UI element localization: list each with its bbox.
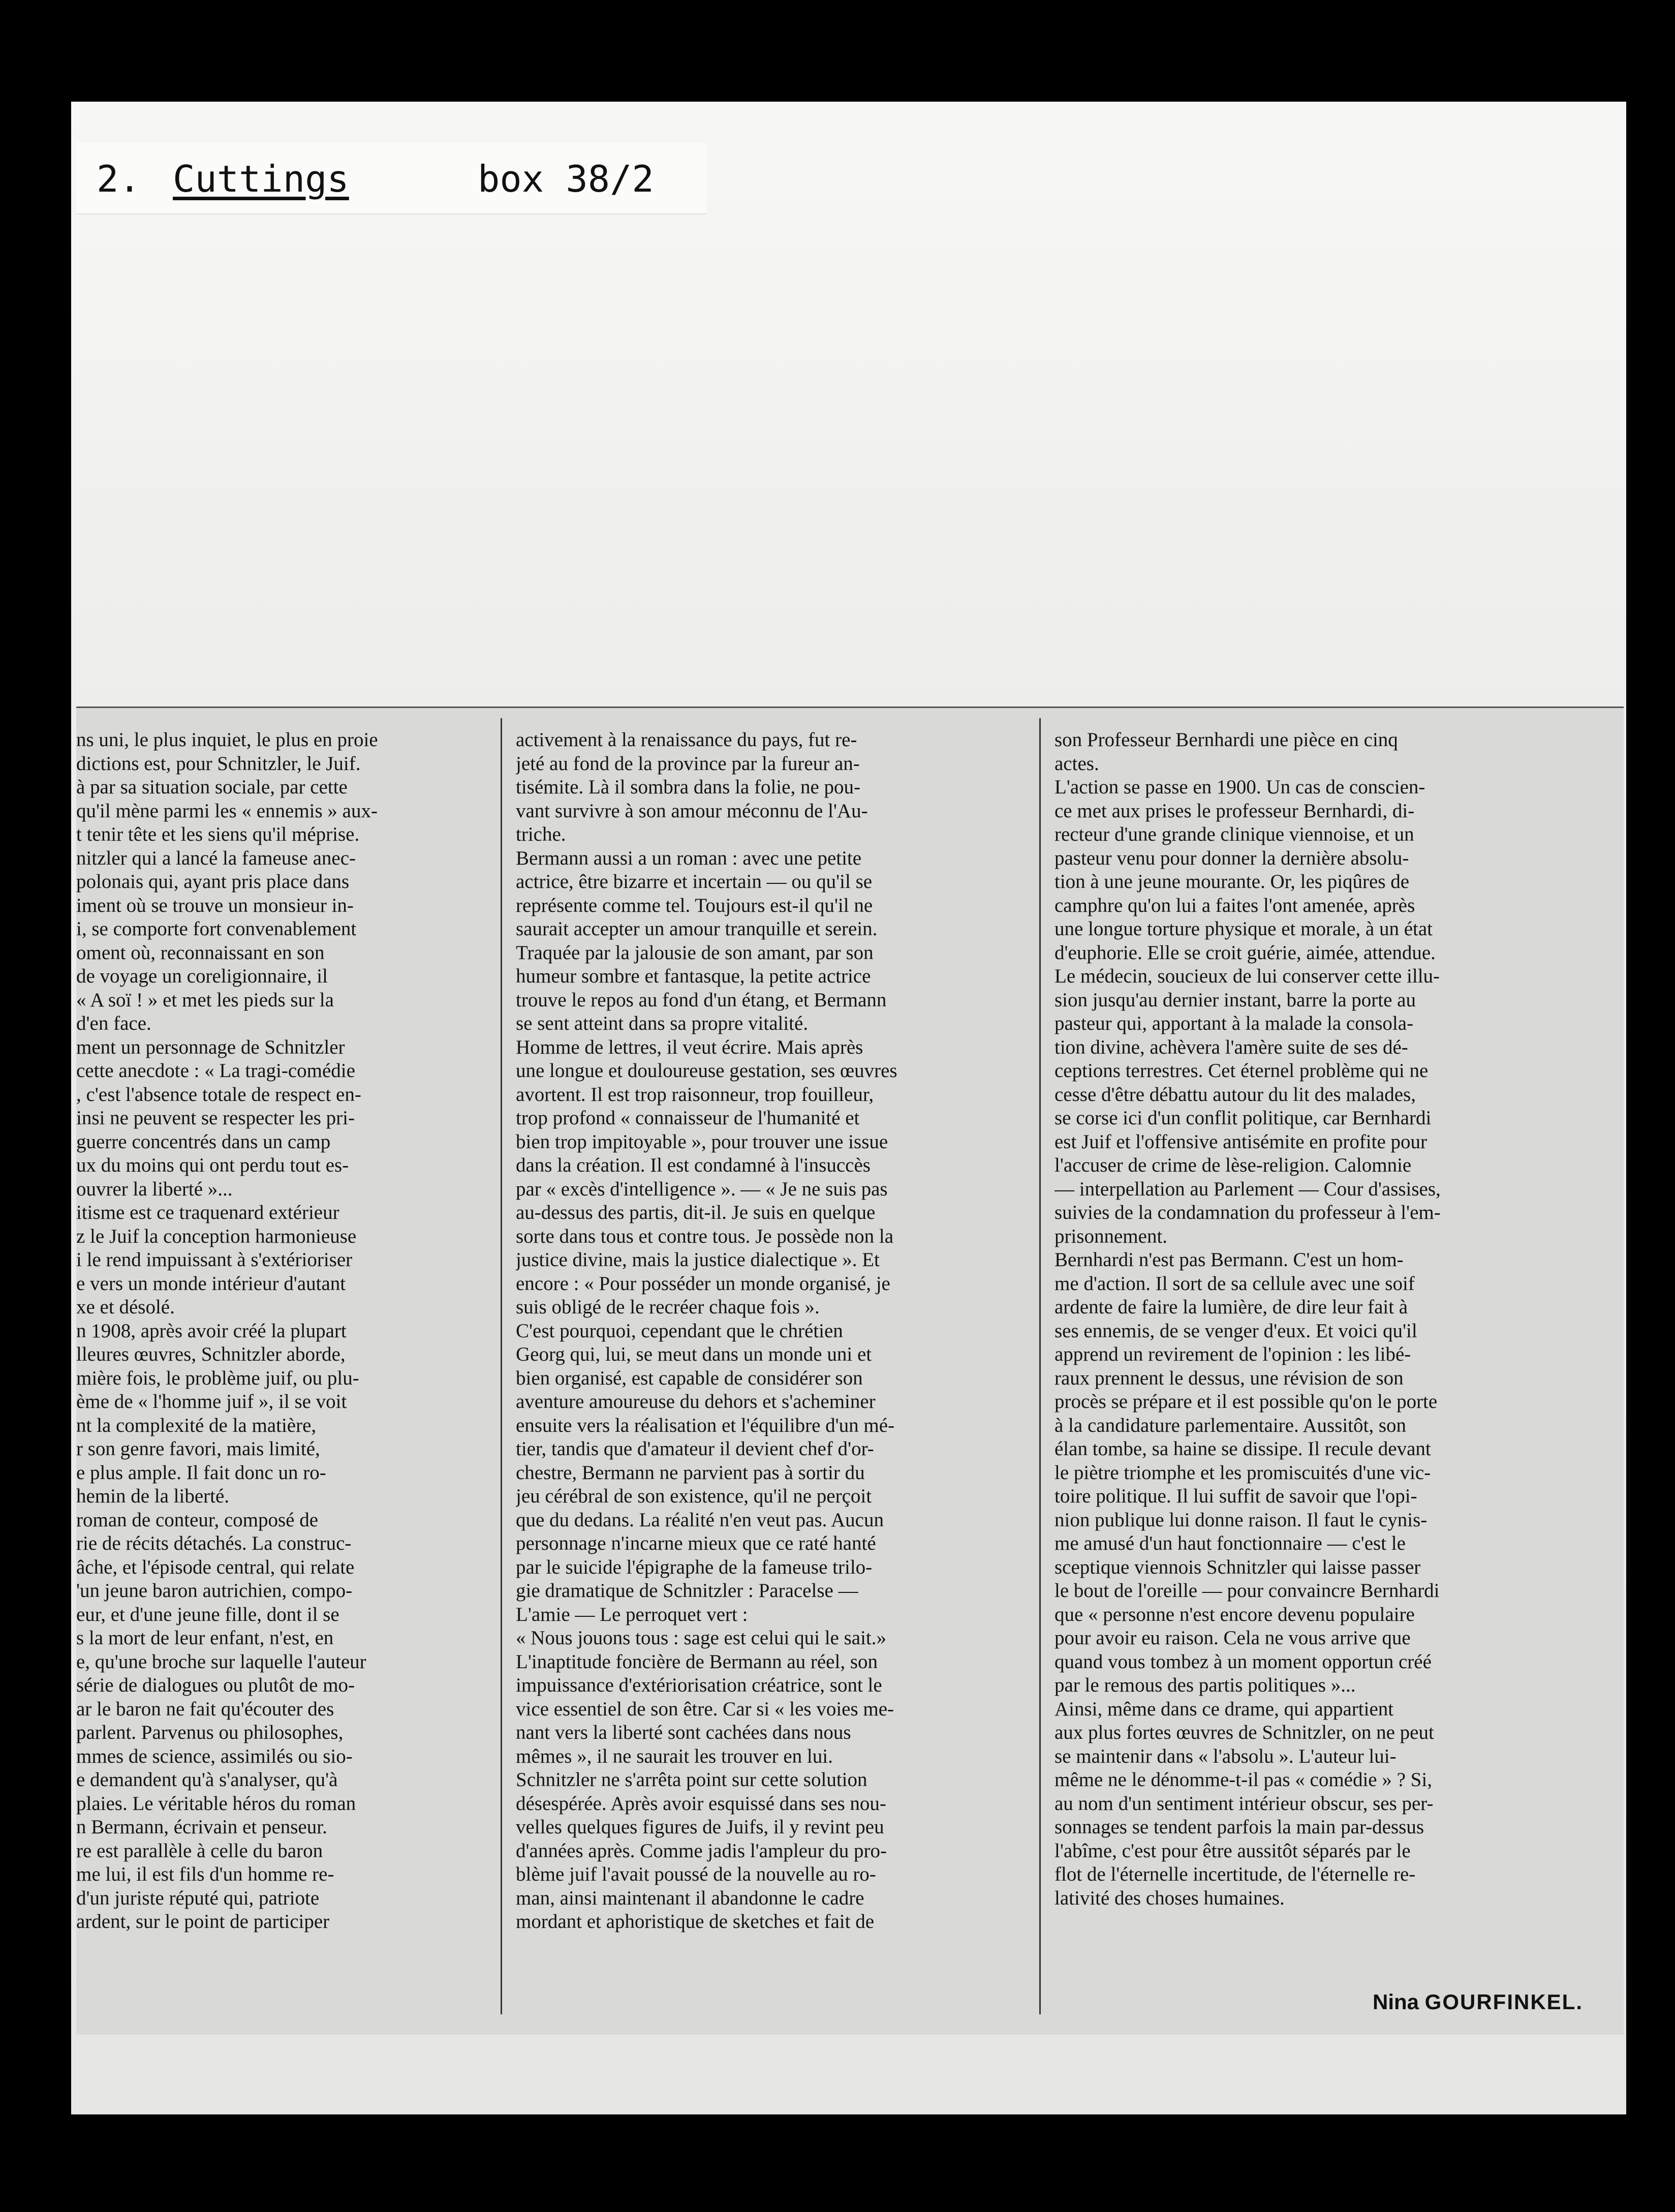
article-text-line: me amusé d'un haut fonctionnaire — c'est le <box>1054 1532 1406 1554</box>
article-text-line: humeur sombre et fantasque, la petite actrice <box>516 965 871 987</box>
article-text-line: t tenir tête et les siens qu'il méprise. <box>76 823 360 845</box>
article-text-line: eur, et d'une jeune fille, dont il se <box>76 1603 339 1625</box>
article-text-line: e vers un monde intérieur d'autant <box>76 1272 346 1295</box>
label-box-reference: box 38/2 <box>478 158 654 200</box>
article-text-line: camphre qu'on lui a faites l'ont amenée, après <box>1054 894 1415 916</box>
article-text-line: re est parallèle à celle du baron <box>76 1839 323 1862</box>
article-text-line: nt la complexité de la matière, <box>76 1414 317 1436</box>
article-text-line: ème de « l'homme juif », il se voit <box>76 1391 347 1412</box>
article-text-line: même ne le dénomme-t-il pas « comédie » ? Si, <box>1054 1769 1432 1791</box>
article-text-line: ouvrer la liberté »... <box>76 1178 233 1200</box>
label-title: Cuttings <box>173 158 349 200</box>
article-text-line: triche. <box>516 823 566 845</box>
article-text-line: jeu cérébral de son existence, qu'il ne perçoit <box>516 1485 872 1507</box>
article-text-line: blème juif l'avait poussé de la nouvelle au ro- <box>516 1863 876 1885</box>
article-text-line: dictions est, pour Schnitzler, le Juif. <box>76 752 361 775</box>
article-text-line: r son genre favori, mais limité, <box>76 1438 320 1460</box>
article-text-line: une longue torture physique et morale, à un état <box>1054 918 1433 940</box>
article-text-line: par le remous des partis politiques »... <box>1054 1674 1356 1696</box>
article-text-line: par « excès d'intelligence ». — « Je ne suis pas <box>516 1178 888 1200</box>
article-text-line: suis obligé de le recréer chaque fois ». <box>516 1296 820 1318</box>
article-text-line: — interpellation au Parlement — Cour d'assises, <box>1054 1178 1441 1200</box>
article-text-line: série de dialogues ou plutôt de mo- <box>76 1674 355 1696</box>
article-text-line: roman de conteur, composé de <box>76 1509 319 1531</box>
article-text-line: mordant et aphoristique de sketches et fait de <box>516 1911 875 1932</box>
article-text-line: Traquée par la jalousie de son amant, par son <box>516 941 874 964</box>
article-text-line: sceptique viennois Schnitzler qui laisse passer <box>1054 1556 1421 1578</box>
article-text-line: se sent atteint dans sa propre vitalité. <box>516 1012 809 1034</box>
article-text-line: d'en face. <box>76 1012 151 1034</box>
article-text-line: âche, et l'épisode central, qui relate <box>76 1556 355 1578</box>
article-text-line: me d'action. Il sort de sa cellule avec une soif <box>1054 1272 1415 1295</box>
article-text-line: vice essentiel de son être. Car si « les voies me- <box>516 1698 894 1720</box>
article-text-line: « A soï ! » et met les pieds sur la <box>76 989 334 1011</box>
article-text-line: insi ne peuvent se respecter les pri- <box>76 1107 355 1129</box>
article-text-line: sion jusqu'au dernier instant, barre la porte au <box>1054 989 1416 1011</box>
article-text-line: , c'est l'absence totale de respect en- <box>76 1083 361 1105</box>
article-text-line: cette anecdote : « La tragi-comédie <box>76 1060 355 1082</box>
article-text-line: pasteur qui, apportant à la malade la consola- <box>1054 1012 1414 1034</box>
article-text-line: recteur d'une grande clinique viennoise, et un <box>1054 823 1414 845</box>
article-text-line: une longue et douloureuse gestation, ses œuvres <box>516 1060 897 1082</box>
article-text-line: e, qu'une broche sur laquelle l'auteur <box>76 1650 366 1673</box>
article-text-line: gie dramatique de Schnitzler : Paracelse — <box>516 1580 858 1602</box>
article-text-line: encore : « Pour posséder un monde organisé, je <box>516 1272 890 1295</box>
article-text-line: est Juif et l'offensive antisémite en profite pour <box>1054 1130 1428 1153</box>
article-text-line: d'un juriste réputé qui, patriote <box>76 1887 320 1909</box>
article-text-line: nant vers la liberté sont cachées dans nous <box>516 1722 851 1743</box>
article-text-line: ceptions terrestres. Cet éternel problème qui ne <box>1054 1060 1429 1082</box>
label-number: 2. <box>97 158 141 200</box>
article-text-line: tier, tandis que d'amateur il devient chef d'or- <box>516 1438 874 1460</box>
archive-label <box>76 142 706 214</box>
article-text-line: jeté au fond de la province par la fureur an- <box>516 752 860 775</box>
article-text-line: procès se prépare et il est possible qu'on le porte <box>1054 1391 1438 1412</box>
article-text-line: i le rend impuissant à s'extérioriser <box>76 1249 353 1271</box>
article-text-line: n 1908, après avoir créé la plupart <box>76 1319 347 1342</box>
article-text-line: le bout de l'oreille — pour convaincre Bernhardi <box>1054 1580 1440 1602</box>
article-text-line: Homme de lettres, il veut écrire. Mais après <box>516 1036 863 1058</box>
author-last-name: GOURFINKEL. <box>1424 1990 1583 2014</box>
article-text-line: pasteur venu pour donner la dernière absolu- <box>1054 847 1409 869</box>
article-text-line: cesse d'être débattu autour du lit des malades, <box>1054 1083 1416 1105</box>
article-text-line: Georg qui, lui, se meut dans un monde uni et <box>516 1343 872 1365</box>
article-text-line: iment où se trouve un monsieur in- <box>76 894 354 916</box>
article-text-line: dans la création. Il est condamné à l'insuccès <box>516 1154 871 1176</box>
article-text-line: nion publique lui donne raison. Il faut le cynis- <box>1054 1509 1428 1531</box>
article-text-line: L'inaptitude foncière de Bermann au réel, son <box>516 1650 878 1673</box>
article-text-line: Ainsi, même dans ce drame, qui appartient <box>1054 1698 1394 1720</box>
article-text-line: i, se comporte fort convenablement <box>76 918 357 940</box>
article-text-line: à par sa situation sociale, par cette <box>76 776 348 798</box>
article-text-line: itisme est ce traquenard extérieur <box>76 1202 339 1223</box>
article-text-line: que du dedans. La réalité n'en veut pas. Aucun <box>516 1509 884 1531</box>
article-text-line: nitzler qui a lancé la fameuse anec- <box>76 847 356 869</box>
article-text-line: suivies de la condamnation du professeur à l'em- <box>1054 1202 1441 1223</box>
article-text-line: avortent. Il est trop raisonneur, trop fouilleur, <box>516 1083 874 1105</box>
article-text-line: par le suicide l'épigraphe de la fameuse trilo- <box>516 1556 873 1578</box>
article-text-line: sorte dans tous et contre tous. Je possède non la <box>516 1225 894 1247</box>
article-text-line: z le Juif la conception harmonieuse <box>76 1225 357 1247</box>
article-text-line: ux du moins qui ont perdu tout es- <box>76 1154 349 1176</box>
article-text-line: ensuite vers la réalisation et l'équilibre d'un mé- <box>516 1414 895 1436</box>
article-text-line: toire politique. Il lui suffit de savoir que l'opi- <box>1054 1485 1417 1507</box>
article-text-line: bien trop impitoyable », pour trouver une issue <box>516 1130 888 1153</box>
article-text-line: activement à la renaissance du pays, fut re- <box>516 729 857 751</box>
article-text-line: plaies. Le véritable héros du roman <box>76 1792 356 1815</box>
article-text-line: ment un personnage de Schnitzler <box>76 1036 345 1058</box>
article-column-2 <box>516 728 1024 2014</box>
article-column-1 <box>76 728 490 2014</box>
article-text-line: pour avoir eu raison. Cela ne vous arrive que <box>1054 1627 1411 1649</box>
article-text-line: polonais qui, ayant pris place dans <box>76 871 350 893</box>
article-text-line: l'accuser de crime de lèse-religion. Calomnie <box>1054 1154 1412 1176</box>
author-first-name: Nina <box>1372 1990 1419 2014</box>
article-text-line: représente comme tel. Toujours est-il qu'il ne <box>516 894 873 916</box>
article-text-line: désespérée. Après avoir esquissé dans ses nou- <box>516 1792 886 1815</box>
article-text-line: mmes de science, assimilés ou sio- <box>76 1745 353 1767</box>
article-text-line: à la candidature parlementaire. Aussitôt, son <box>1054 1414 1407 1436</box>
author-signature <box>1373 1990 1583 2014</box>
article-text-line: ar le baron ne fait qu'écouter des <box>76 1698 334 1720</box>
article-text-line: apprend un revirement de l'opinion : les libé- <box>1054 1343 1411 1365</box>
article-text-line: velles quelques figures de Juifs, il y revint peu <box>516 1816 884 1838</box>
article-text-line: lleures œuvres, Schnitzler aborde, <box>76 1343 346 1365</box>
article-text-line: ardente de faire la lumière, de dire leur fait à <box>1054 1296 1408 1318</box>
article-text-line: trouve le repos au fond d'un étang, et Bermann <box>516 989 887 1011</box>
article-text-line: parlent. Parvenus ou philosophes, <box>76 1722 344 1743</box>
article-text-line: d'années après. Comme jadis l'ampleur du pro- <box>516 1839 887 1862</box>
article-text-line: C'est pourquoi, cependant que le chrétien <box>516 1319 843 1342</box>
article-text-line: le piètre triomphe et les promiscuités d'une vic- <box>1054 1461 1431 1484</box>
article-text-line: de voyage un coreligionnaire, il <box>76 965 328 987</box>
article-text-line: que « personne n'est encore devenu populaire <box>1054 1603 1415 1625</box>
article-text-line: oment où, reconnaissant en son <box>76 941 325 964</box>
article-text-line: ses ennemis, de se venger d'eux. Et voici qu'il <box>1054 1319 1417 1342</box>
article-text-line: 'un jeune baron autrichien, compo- <box>76 1580 353 1602</box>
article-text-line: e plus ample. Il fait donc un ro- <box>76 1461 326 1484</box>
column-divider <box>501 718 502 2014</box>
article-text-line: Le médecin, soucieux de lui conserver cette illu- <box>1054 965 1440 987</box>
article-text-line: personnage n'incarne mieux que ce raté hanté <box>516 1532 876 1554</box>
article-text-line: Schnitzler ne s'arrêta point sur cette solution <box>516 1769 867 1791</box>
newspaper-clipping <box>76 706 1624 2035</box>
article-text-line: au nom d'un sentiment intérieur obscur, ses per- <box>1054 1792 1434 1815</box>
article-text-line: chestre, Bermann ne parvient pas à sortir du <box>516 1461 865 1484</box>
article-text-line: d'euphorie. Elle se croit guérie, aimée, attendue. <box>1054 941 1436 964</box>
article-text-line: L'action se passe en 1900. Un cas de conscien- <box>1054 776 1425 798</box>
article-text-line: raux prennent le dessus, une révision de son <box>1054 1367 1404 1389</box>
article-text-line: Bernhardi n'est pas Bermann. C'est un hom- <box>1054 1249 1404 1271</box>
article-text-line: trop profond « connaisseur de l'humanité et <box>516 1107 860 1129</box>
article-text-line: son Professeur Bernhardi une pièce en cinq <box>1054 729 1398 751</box>
article-text-line: tion divine, achèvera l'amère suite de ses dé- <box>1054 1036 1408 1058</box>
article-text-line: prisonnement. <box>1054 1225 1168 1247</box>
article-text-line: mière fois, le problème juif, ou plu- <box>76 1367 359 1389</box>
article-text-line: me lui, il est fils d'un homme re- <box>76 1863 334 1885</box>
article-text-line: au-dessus des partis, dit-il. Je suis en quelque <box>516 1202 876 1223</box>
article-text-line: actrice, être bizarre et incertain — ou qu'il se <box>516 871 873 893</box>
article-text-line: se maintenir dans « l'absolu ». L'auteur lui- <box>1054 1745 1397 1767</box>
article-text-line: lativité des choses humaines. <box>1054 1887 1285 1909</box>
article-text-line: justice divine, mais la justice dialectique ». Et <box>516 1249 880 1271</box>
article-text-line: mêmes », il ne saurait les trouver en lui. <box>516 1745 833 1767</box>
article-text-line: flot de l'éternelle incertitude, de l'éternelle re- <box>1054 1863 1416 1885</box>
article-text-line: L'amie — Le perroquet vert : <box>516 1603 748 1625</box>
article-text-line: ce met aux prises le professeur Bernhardi, di- <box>1054 800 1415 822</box>
article-text-line: bien organisé, est capable de considérer son <box>516 1367 863 1389</box>
article-text-line: sonnages se tendent parfois la main par-dessus <box>1054 1816 1424 1838</box>
article-text-line: qu'il mène parmi les « ennemis » aux- <box>76 800 378 822</box>
article-text-line: aux plus fortes œuvres de Schnitzler, on ne peut <box>1054 1722 1434 1743</box>
article-text-line: « Nous jouons tous : sage est celui qui le sait.» <box>516 1627 887 1649</box>
article-text-line: ardent, sur le point de participer <box>76 1911 330 1932</box>
article-text-line: vant survivre à son amour méconnu de l'Au- <box>516 800 868 822</box>
article-text-line: se corse ici d'un conflit politique, car Bernhardi <box>1054 1107 1432 1129</box>
article-text-line: quand vous tombez à un moment opportun créé <box>1054 1650 1432 1673</box>
article-text-line: saurait accepter un amour tranquille et serein. <box>516 918 878 940</box>
article-text-line: n Bermann, écrivain et penseur. <box>76 1816 327 1838</box>
article-text-line: e demandent qu'à s'analyser, qu'à <box>76 1769 338 1791</box>
article-text-line: ns uni, le plus inquiet, le plus en proie <box>76 729 378 751</box>
article-text-line: impuissance d'extériorisation créatrice, sont le <box>516 1674 882 1696</box>
column-divider <box>1039 718 1041 2014</box>
article-text-line: Bermann aussi a un roman : avec une petite <box>516 847 862 869</box>
article-text-line: aventure amoureuse du dehors et s'acheminer <box>516 1391 876 1412</box>
article-text-line: s la mort de leur enfant, n'est, en <box>76 1627 334 1649</box>
article-text-line: man, ainsi maintenant il abandonne le cadre <box>516 1887 864 1909</box>
article-text-line: hemin de la liberté. <box>76 1485 230 1507</box>
article-text-line: tion à une jeune mourante. Or, les piqûres de <box>1054 871 1410 893</box>
article-text-line: élan tombe, sa haine se dissipe. Il recule devant <box>1054 1438 1431 1460</box>
article-column-3 <box>1054 728 1611 2014</box>
article-text-line: rie de récits détachés. La construc- <box>76 1532 352 1554</box>
article-text-line: tisémite. Là il sombra dans la folie, ne pou- <box>516 776 860 798</box>
article-text-line: l'abîme, c'est pour être aussitôt séparés par le <box>1054 1839 1411 1862</box>
article-text-line: actes. <box>1054 752 1099 775</box>
article-text-line: guerre concentrés dans un camp <box>76 1130 331 1153</box>
article-text-line: xe et désolé. <box>76 1296 175 1318</box>
